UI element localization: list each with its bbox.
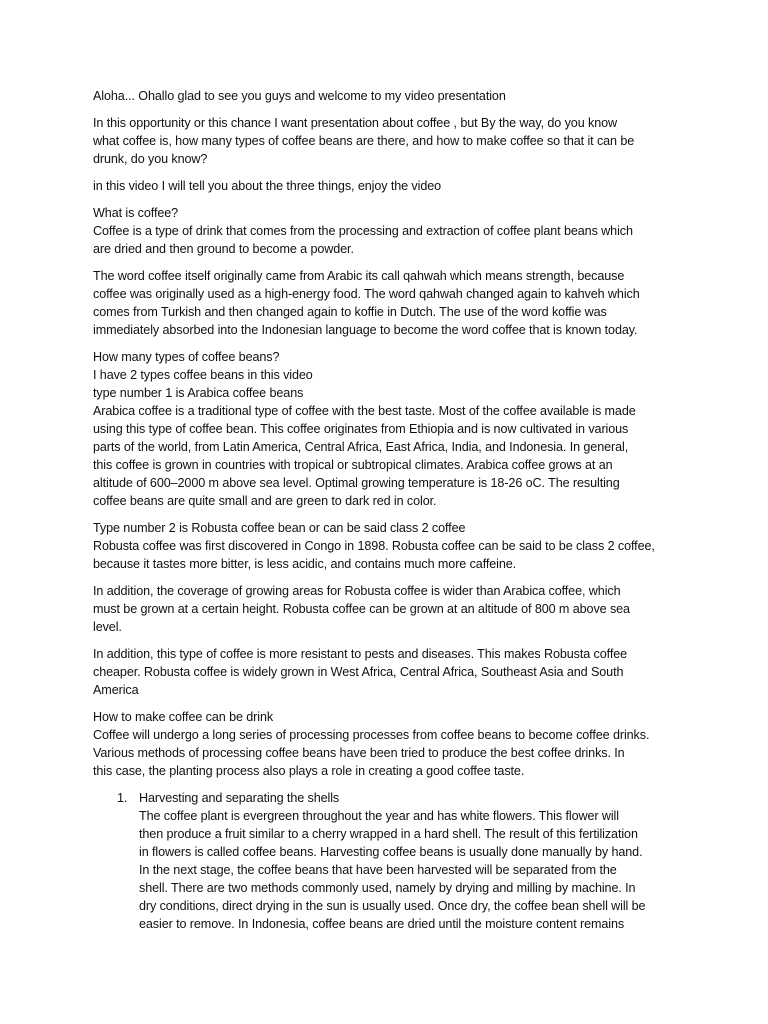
robusta-paragraph — [93, 519, 708, 573]
section-heading-types: How many types of coffee beans? — [93, 350, 280, 364]
text-line: using this type of coffee bean. This coffee originates from Ethiopia and is now cultivated in various — [93, 422, 629, 436]
text-line: I have 2 types coffee beans in this video — [93, 368, 313, 382]
text-line: Coffee will undergo a long series of processing processes from coffee beans to become coffee drinks. — [93, 728, 650, 742]
text-line: must be grown at a certain height. Robusta coffee can be grown at an altitude of 800 m above sea — [93, 602, 630, 616]
text-line: dry conditions, direct drying in the sun is usually used. Once dry, the coffee bean shell will be — [139, 899, 646, 913]
text-line: comes from Turkish and then changed again to koffie in Dutch. The use of the word koffie was — [93, 305, 607, 319]
section-heading-what-is-coffee: What is coffee? — [93, 206, 179, 220]
robusta-area-paragraph — [93, 582, 708, 636]
what-is-coffee-paragraph — [93, 204, 708, 258]
text-line: this case, the planting process also plays a role in creating a good coffee taste. — [93, 764, 525, 778]
how-to-make-paragraph — [93, 708, 708, 780]
text-line: Coffee is a type of drink that comes from the processing and extraction of coffee plant beans which — [93, 224, 633, 238]
robusta-resistance-paragraph — [93, 645, 708, 699]
text-line: The coffee plant is evergreen throughout the year and has white flowers. This flower will — [139, 809, 619, 823]
opportunity-paragraph — [93, 114, 708, 168]
text-line: In addition, the coverage of growing areas for Robusta coffee is wider than Arabica coffee, which — [93, 584, 621, 598]
list-item — [93, 789, 708, 933]
text-line: in flowers is called coffee beans. Harvesting coffee beans is usually done manually by hand. — [139, 845, 643, 859]
arabica-title: type number 1 is Arabica coffee beans — [93, 386, 304, 400]
greeting-paragraph — [93, 87, 708, 105]
text-line: easier to remove. In Indonesia, coffee beans are dried until the moisture content remains — [139, 917, 625, 931]
text-line: immediately absorbed into the Indonesian language to become the word coffee that is known today. — [93, 323, 638, 337]
text-line: Arabica coffee is a traditional type of coffee with the best taste. Most of the coffee available is made — [93, 404, 636, 418]
text-line: parts of the world, from Latin America, Central Africa, East Africa, India, and Indonesia. In general, — [93, 440, 629, 454]
text-line: altitude of 600–2000 m above sea level. Optimal growing temperature is 18-26 oC. The resulting — [93, 476, 620, 490]
text-line: In addition, this type of coffee is more resistant to pests and diseases. This makes Robusta coffee — [93, 647, 628, 661]
text-line: because it tastes more bitter, is less acidic, and contains much more caffeine. — [93, 557, 517, 571]
types-paragraph — [93, 348, 708, 510]
text-line: In this opportunity or this chance I want presentation about coffee , but By the way, do you know — [93, 116, 617, 130]
text-line: coffee was originally used as a high-energy food. The word qahwah changed again to kahveh which — [93, 287, 640, 301]
text-line: In the next stage, the coffee beans that have been harvested will be separated from the — [139, 863, 617, 877]
text-line: Robusta coffee was first discovered in Congo in 1898. Robusta coffee can be said to be class 2 coffee, — [93, 539, 655, 553]
text-line: cheaper. Robusta coffee is widely grown in West Africa, Central Africa, Southeast Asia and South — [93, 665, 624, 679]
text-line: shell. There are two methods commonly used, namely by drying and milling by machine. In — [139, 881, 636, 895]
text-line: America — [93, 683, 139, 697]
preview-paragraph — [93, 177, 708, 195]
robusta-title: Type number 2 is Robusta coffee bean or can be said class 2 coffee — [93, 521, 466, 535]
text-line: in this video I will tell you about the three things, enjoy the video — [93, 179, 442, 193]
section-heading-how-to-make: How to make coffee can be drink — [93, 710, 274, 724]
text-line: this coffee is grown in countries with tropical or subtropical climates. Arabica coffee grows at an — [93, 458, 613, 472]
process-steps-list — [93, 789, 708, 933]
text-line: Various methods of processing coffee beans have been tried to produce the best coffee drinks. In — [93, 746, 625, 760]
text-line: The word coffee itself originally came from Arabic its call qahwah which means strength, because — [93, 269, 625, 283]
text-line: Aloha... Ohallo glad to see you guys and welcome to my video presentation — [93, 89, 506, 103]
etymology-paragraph — [93, 267, 708, 339]
text-line: are dried and then ground to become a powder. — [93, 242, 354, 256]
text-line: then produce a fruit similar to a cherry wrapped in a hard shell. The result of this fertilization — [139, 827, 638, 841]
list-number: 1. — [117, 791, 128, 805]
text-line: coffee beans are quite small and are green to dark red in color. — [93, 494, 437, 508]
step-title: Harvesting and separating the shells — [139, 791, 340, 805]
text-line: drunk, do you know? — [93, 152, 208, 166]
text-line: level. — [93, 620, 122, 634]
text-line: what coffee is, how many types of coffee beans are there, and how to make coffee so that it can be — [93, 134, 635, 148]
